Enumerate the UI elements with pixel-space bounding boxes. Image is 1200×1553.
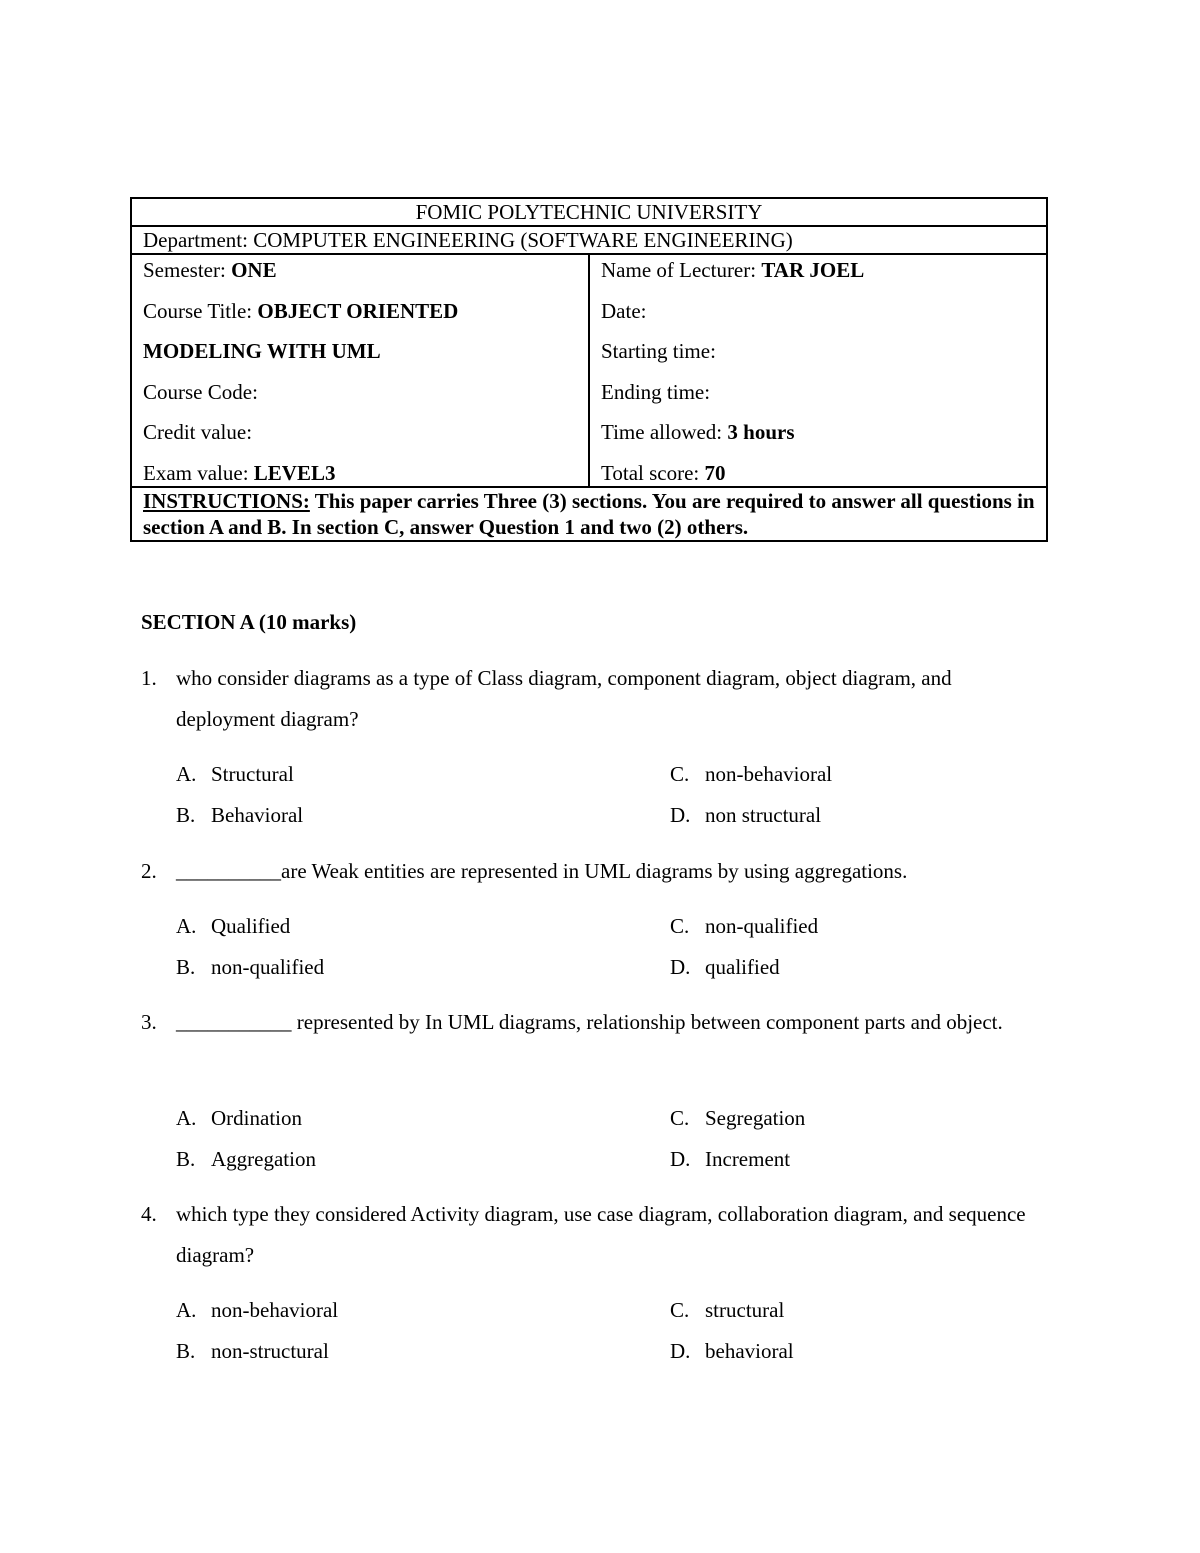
option-4d: D. behavioral <box>670 1339 794 1363</box>
question-text: ___________ represented by In UML diagrams, relationship between component parts and object. <box>176 1010 1003 1034</box>
question-text: which type they considered Activity diagram, use case diagram, collaboration diagram, and sequence diagram? <box>176 1202 1026 1267</box>
course-info-right <box>589 254 1047 487</box>
university-name: FOMIC POLYTECHNIC UNIVERSITY <box>131 198 1047 226</box>
question-2 <box>141 851 1051 892</box>
question-number: 1. <box>141 666 157 690</box>
instructions <box>131 487 1047 541</box>
question-number: 4. <box>141 1202 157 1226</box>
question-3 <box>141 1002 1051 1043</box>
question-4 <box>141 1194 1051 1276</box>
option-1a: A. Structural <box>176 762 294 786</box>
option-3d: D. Increment <box>670 1147 791 1171</box>
section-a-title: SECTION A (10 marks) <box>141 610 357 634</box>
exam-value-line: Exam value: LEVEL3 <box>143 460 336 485</box>
option-1b: B. Behavioral <box>176 803 304 827</box>
question-text: who consider diagrams as a type of Class diagram, component diagram, object diagram, and deployment diagram? <box>176 666 952 731</box>
option-3b: B. Aggregation <box>176 1147 316 1171</box>
option-1c: C. non-behavioral <box>670 762 833 786</box>
lecturer-line: Name of Lecturer: TAR JOEL <box>601 258 865 282</box>
course-title-line: Course Title: OBJECT ORIENTED <box>143 298 459 323</box>
department-label: Department: <box>143 228 254 252</box>
time-allowed-line: Time allowed: 3 hours <box>601 420 795 445</box>
semester-line: Semester: ONE <box>143 258 277 282</box>
option-4b: B. non-structural <box>176 1339 329 1363</box>
course-info-left <box>131 254 589 487</box>
instructions-label: INSTRUCTIONS: <box>143 488 310 513</box>
course-title-line-2: MODELING WITH UML <box>143 339 381 364</box>
question-number: 2. <box>141 859 157 883</box>
instructions-text: This paper carries Three (3) sections. You are required to answer all questions in section A and B. In section C, answer Question 1 and two (2) others. <box>143 488 1035 539</box>
option-4c: C. structural <box>670 1298 785 1322</box>
option-2b: B. non-qualified <box>176 955 325 979</box>
option-1d: D. non structural <box>670 803 822 827</box>
department-row <box>131 226 1047 254</box>
starting-time-line: Starting time: <box>601 339 716 364</box>
course-code-line: Course Code: <box>143 379 258 404</box>
question-text: __________are Weak entities are represented in UML diagrams by using aggregations. <box>176 859 908 883</box>
option-2a: A. Qualified <box>176 914 291 938</box>
option-2c: C. non-qualified <box>670 914 819 938</box>
total-score-line: Total score: 70 <box>601 460 726 485</box>
date-line: Date: <box>601 298 647 323</box>
question-number: 3. <box>141 1010 157 1034</box>
department-value: COMPUTER ENGINEERING (SOFTWARE ENGINEERING) <box>253 228 793 252</box>
option-3a: A. Ordination <box>176 1106 302 1130</box>
option-4a: A. non-behavioral <box>176 1298 339 1322</box>
option-2d: D. qualified <box>670 955 780 979</box>
credit-value-line: Credit value: <box>143 420 253 445</box>
option-3c: C. Segregation <box>670 1106 806 1130</box>
ending-time-line: Ending time: <box>601 379 711 404</box>
question-1 <box>141 658 1051 740</box>
exam-header-table <box>130 197 1048 542</box>
